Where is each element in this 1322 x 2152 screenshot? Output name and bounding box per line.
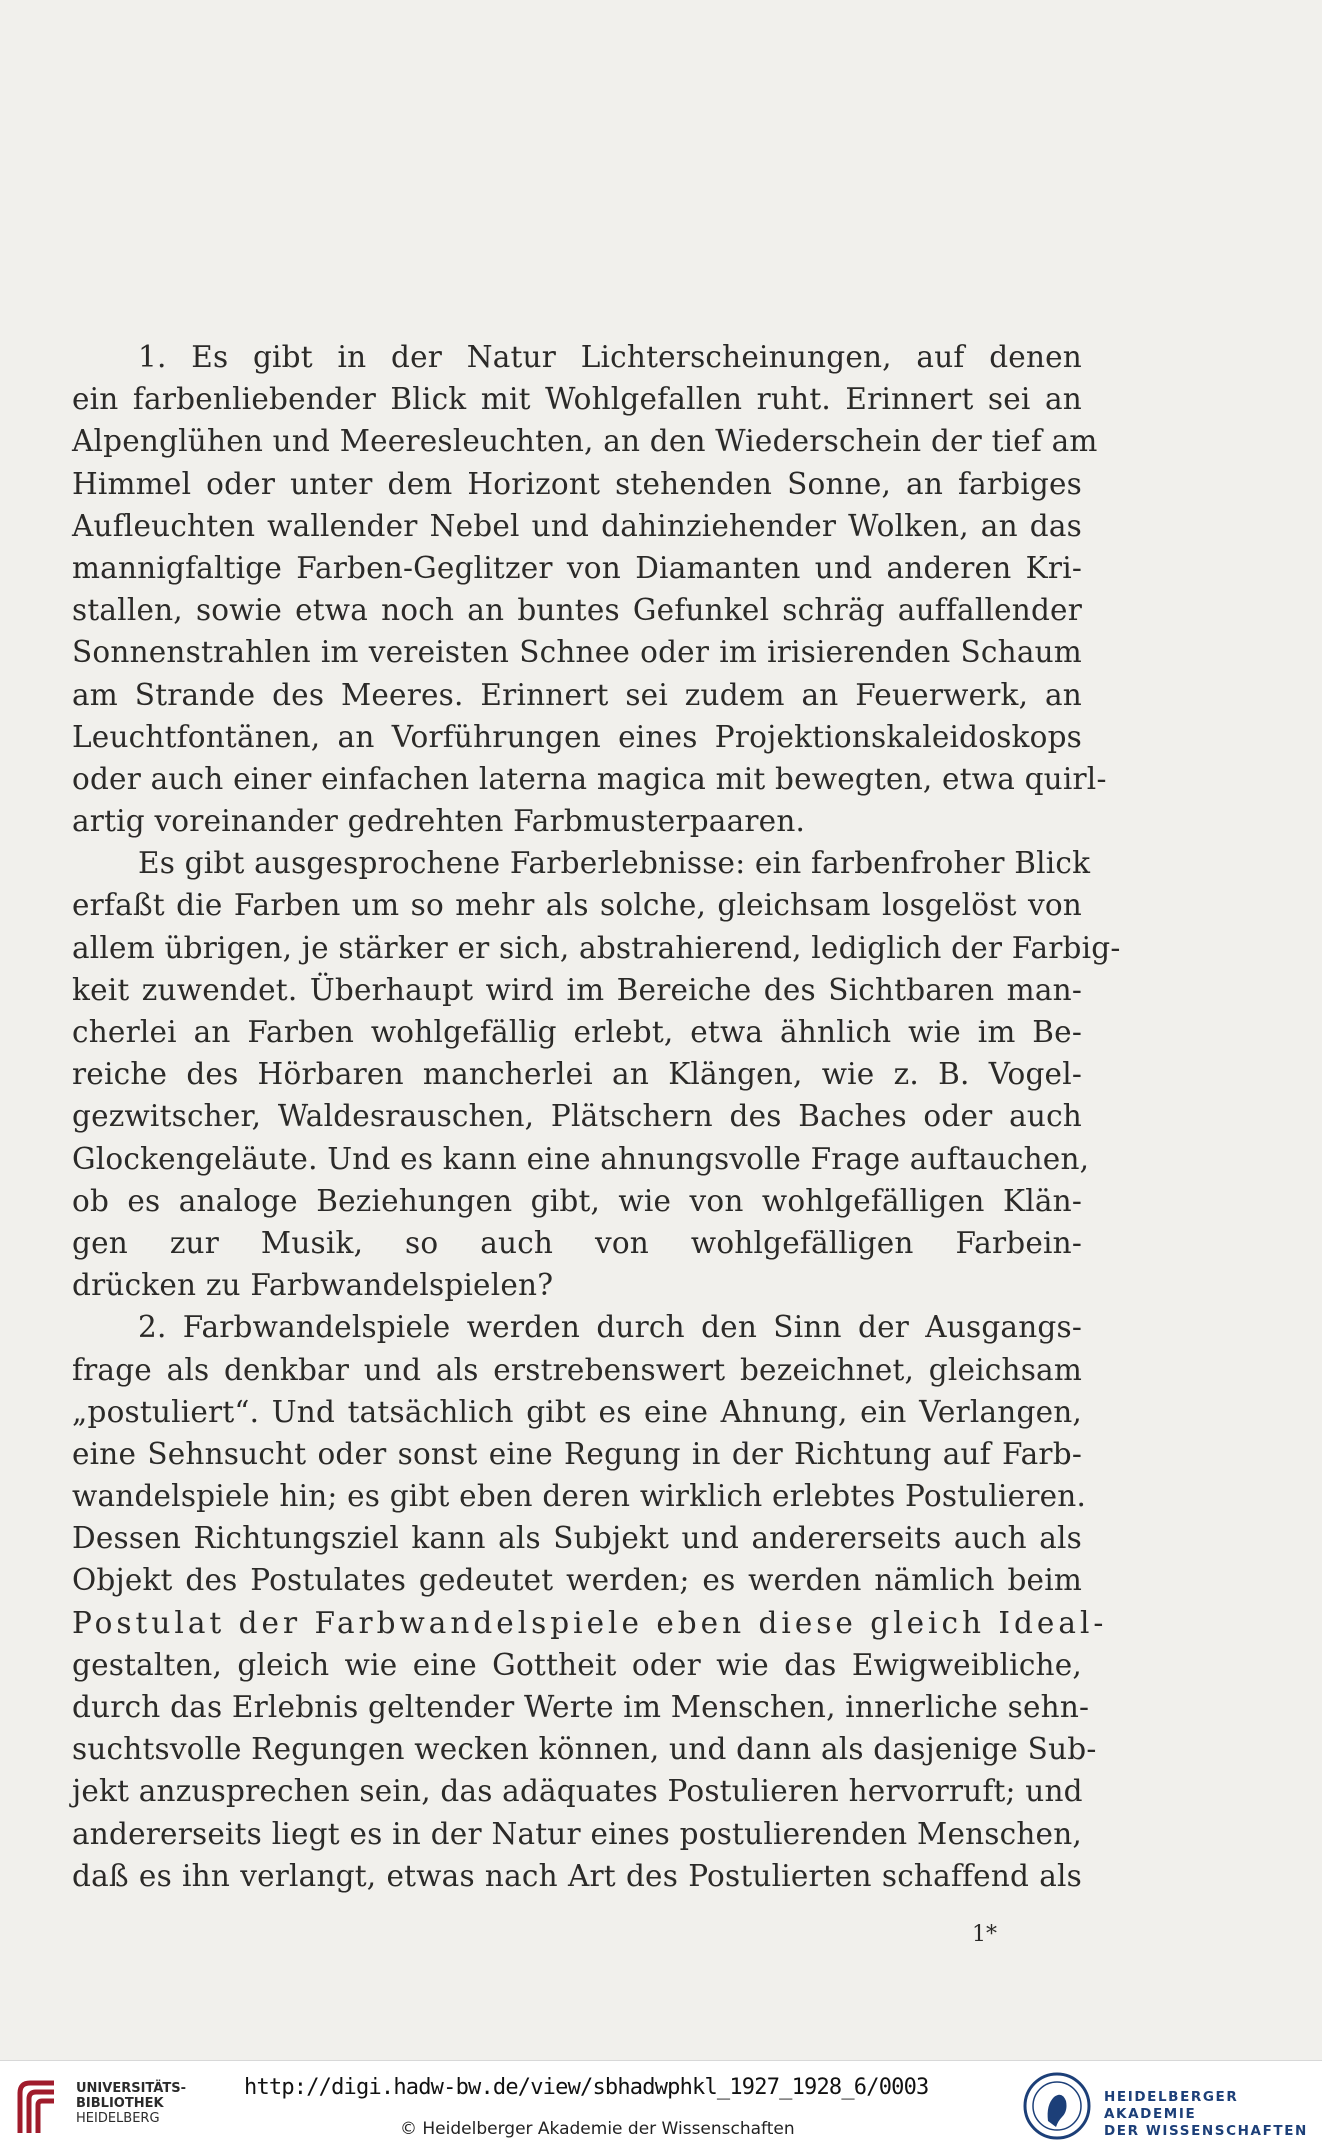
text-line: drücken zu Farbwandelspielen?	[72, 1268, 554, 1303]
text-line: „postuliert“. Und tatsächlich gibt es eine Ahnung, ein Verlangen,	[72, 1394, 1082, 1429]
text-line: Postulat der Farbwandelspiele eben diese gleich Ideal-	[72, 1605, 1108, 1640]
text-line: allem übrigen, je stärker er sich, abstrahierend, lediglich der Farbig-	[72, 930, 1121, 965]
text-line: durch das Erlebnis geltender Werte im Menschen, innerliche sehn-	[72, 1690, 1090, 1724]
text-line: oder auch einer einfachen laterna magica mit bewegten, etwa quirl-	[72, 761, 1107, 796]
text-line: erfaßt die Farben um so mehr als solche, gleichsam losgelöst von	[72, 888, 1082, 923]
text-line: am Strande des Meeres. Erinnert sei zudem an Feuerwerk, an	[72, 677, 1082, 712]
academy-line-2: DER WISSENSCHAFTEN	[1104, 2123, 1308, 2139]
university-library-logo-icon	[14, 2075, 60, 2139]
text-line: frage als denkbar und als erstrebenswert bezeichnet, gleichsam	[72, 1352, 1082, 1387]
body-text	[72, 336, 1121, 1897]
text-line: 2. Farbwandelspiele werden durch den Sinn der Ausgangs-	[138, 1310, 1082, 1345]
text-line: Sonnenstrahlen im vereisten Schnee oder im irisierenden Schaum	[72, 635, 1082, 670]
text-line: ein farbenliebender Blick mit Wohlgefallen ruht. Erinnert sei an	[72, 382, 1082, 417]
text-line: Aufleuchten wallender Nebel und dahinziehender Wolken, an das	[72, 508, 1082, 543]
academy-seal-icon	[1022, 2071, 1092, 2141]
text-line: cherlei an Farben wohlgefällig erlebt, etwa ähnlich wie im Be-	[72, 1015, 1082, 1049]
text-line: Dessen Richtungsziel kann als Subjekt und andererseits auch als	[72, 1521, 1082, 1556]
copyright-notice: © Heidelberger Akademie der Wissenschaften	[400, 2119, 795, 2139]
text-line: keit zuwendet. Überhaupt wird im Bereiche des Sichtbaren man-	[72, 972, 1082, 1007]
text-line: 1. Es gibt in der Natur Lichterscheinungen, auf denen	[138, 340, 1082, 374]
text-line: gen zur Musik, so auch von wohlgefälligen Farbein-	[72, 1225, 1082, 1260]
university-library-name	[76, 2081, 186, 2126]
library-line-3: HEIDELBERG	[76, 2111, 160, 2126]
text-line: gezwitscher, Waldesrauschen, Plätschern des Baches oder auch	[72, 1099, 1082, 1134]
footer-bar	[0, 2060, 1322, 2152]
text-line: ob es analoge Beziehungen gibt, wie von wohlgefälligen Klän-	[72, 1183, 1082, 1218]
text-line: eine Sehnsucht oder sonst eine Regung in der Richtung auf Farb-	[72, 1436, 1082, 1471]
library-line-2: BIBLIOTHEK	[76, 2096, 164, 2111]
academy-name	[1104, 2089, 1322, 2140]
academy-line-1: HEIDELBERGER AKADEMIE	[1104, 2089, 1239, 2122]
text-line: artig voreinander gedrehten Farbmusterpaaren.	[72, 804, 806, 839]
text-line: Himmel oder unter dem Horizont stehenden Sonne, an farbiges	[72, 466, 1082, 501]
text-line: stallen, sowie etwa noch an buntes Gefunkel schräg auffallender	[72, 593, 1082, 628]
text-line: jekt anzusprechen sein, das adäquates Postulieren hervorruft; und	[72, 1774, 1083, 1809]
text-line: Objekt des Postulates gedeutet werden; es werden nämlich beim	[72, 1563, 1082, 1598]
text-line: Alpenglühen und Meeresleuchten, an den Wiederschein der tief am	[72, 424, 1098, 459]
signature-mark: 1*	[972, 1922, 997, 1947]
text-line: Glockengeläute. Und es kann eine ahnungsvolle Frage auftauchen,	[72, 1141, 1090, 1176]
text-line: suchtsvolle Regungen wecken können, und dann als dasjenige Sub-	[72, 1732, 1097, 1767]
text-line: wandelspiele hin; es gibt eben deren wirklich erlebtes Postulieren.	[72, 1479, 1087, 1514]
library-line-1: UNIVERSITÄTS-	[76, 2081, 186, 2096]
text-line: mannigfaltige Farben-Geglitzer von Diamanten und anderen Kri-	[72, 550, 1082, 585]
text-line: Es gibt ausgesprochene Farberlebnisse: ein farbenfroher Blick	[138, 846, 1091, 881]
text-line: gestalten, gleich wie eine Gottheit oder wie das Ewigweibliche,	[72, 1647, 1082, 1682]
text-line: Leuchtfontänen, an Vorführungen eines Projektionskaleidoskops	[72, 719, 1082, 754]
text-line: daß es ihn verlangt, etwas nach Art des Postulierten schaffend als	[72, 1858, 1082, 1893]
text-line: reiche des Hörbaren mancherlei an Klängen, wie z. B. Vogel-	[72, 1057, 1082, 1092]
permalink-url[interactable]: http://digi.hadw-bw.de/view/sbhadwphkl_1927_1928_6/0003	[244, 2075, 929, 2100]
text-line: andererseits liegt es in der Natur eines postulierenden Menschen,	[72, 1816, 1082, 1851]
